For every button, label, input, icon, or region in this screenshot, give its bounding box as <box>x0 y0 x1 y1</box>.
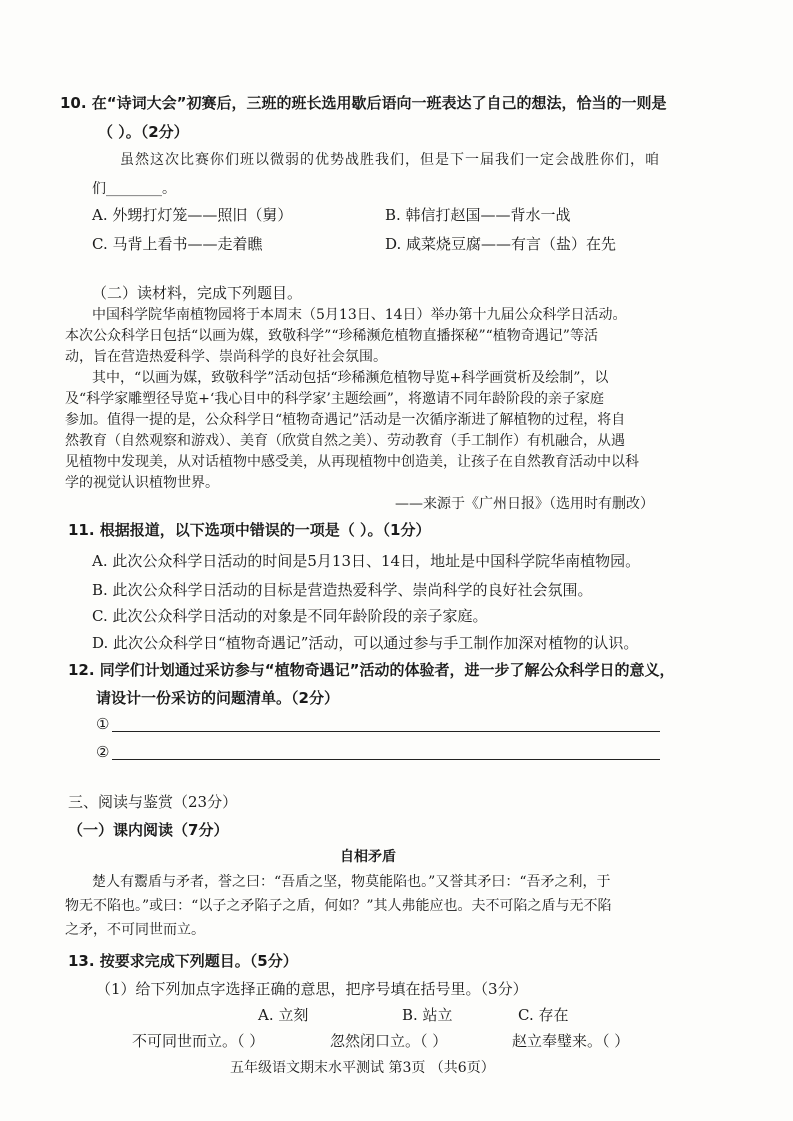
q10-passage-line2: 们________。 <box>92 181 176 197</box>
section2-line: 及“科学家雕塑径导览+‘我心目中的科学家’主题绘画”，将邀请不同年龄阶段的亲子家庭 <box>65 391 604 407</box>
q13-item-1: 不可同世而立。（ ） <box>132 1032 265 1050</box>
q13-choice-b: B. 站立 <box>402 1006 453 1024</box>
q12-blank-marker-1: ① <box>96 715 110 733</box>
q10-option-d: D. 咸菜烧豆腐——有言（盐）在先 <box>385 235 617 253</box>
passage-line: 之矛，不可同世而立。 <box>65 922 205 938</box>
passage-line: 物无不陷也。”或曰：“以子之矛陷子之盾，何如？”其人弗能应也。夫不可陷之盾与无不陷 <box>65 898 612 914</box>
q10-passage-line1: 虽然这次比赛你们班以微弱的优势战胜我们，但是下一届我们一定会战胜你们，咱 <box>120 152 660 168</box>
q12-answer-line-1[interactable] <box>112 731 660 732</box>
section2-line: 其中，“以画为媒，致敬科学”活动包括“珍稀濒危植物导览+科学画赏析及绘制”，以 <box>92 370 609 386</box>
section2-line: 然教育（自然观察和游戏）、美育（欣赏自然之美）、劳动教育（手工制作）有机融合，从遇 <box>65 433 625 449</box>
q12-blank-marker-2: ② <box>96 743 110 761</box>
page-footer: 五年级语文期末水平测试 第3页 （共6页） <box>230 1060 495 1076</box>
q13-item-3: 赵立奉璧来。（ ） <box>512 1032 630 1050</box>
q13-stem: 13. 按要求完成下列题目。（5分） <box>68 952 298 970</box>
q12-stem-line2: 请设计一份采访的问题清单。（2分） <box>96 689 339 707</box>
q11-option-d: D. 此次公众科学日“植物奇遇记”活动，可以通过参与手工制作加深对植物的认识。 <box>92 634 639 652</box>
section2-line: 参加。值得一提的是，公众科学日“植物奇遇记”活动是一次循序渐进了解植物的过程，将自 <box>65 412 626 428</box>
q10-stem-answer-blank: （ ）。（2分） <box>98 123 189 141</box>
q11-option-a: A. 此次公众科学日活动的时间是5月13日、14日，地址是中国科学院华南植物园。 <box>92 552 641 570</box>
q13-choice-c: C. 存在 <box>518 1006 569 1024</box>
section2-line: 中国科学院华南植物园将于本周末（5月13日、14日）举办第十九届公众科学日活动。 <box>92 307 627 323</box>
section2-line: 学的视觉认识植物世界。 <box>65 475 219 491</box>
q12-answer-line-2[interactable] <box>112 759 660 760</box>
section2-heading: （二）读材料，完成下列题目。 <box>92 284 303 302</box>
q10-option-c: C. 马背上看书——走着瞧 <box>92 235 263 253</box>
q13-choice-a: A. 立刻 <box>258 1006 309 1024</box>
q10-option-a: A. 外甥打灯笼——照旧（舅） <box>92 206 293 224</box>
passage-line: 楚人有鬻盾与矛者，誉之曰：“吾盾之坚，物莫能陷也。”又誉其矛曰：“吾矛之利，于 <box>92 874 611 890</box>
passage-title: 自相矛盾 <box>340 849 396 865</box>
section2-line: 动，旨在营造热爱科学、崇尚科学的良好社会氛围。 <box>65 349 387 365</box>
q11-stem: 11. 根据报道，以下选项中错误的一项是（ ）。（1分） <box>68 521 431 539</box>
q13-item-2: 忽然闭口立。（ ） <box>330 1032 448 1050</box>
q11-option-c: C. 此次公众科学日活动的对象是不同年龄阶段的亲子家庭。 <box>92 607 488 625</box>
q12-stem-line1: 12. 同学们计划通过采访参与“植物奇遇记”活动的体验者，进一步了解公众科学日的意义， <box>68 661 675 679</box>
section3-subheading: （一）课内阅读（7分） <box>68 821 229 839</box>
q13-sub1: （1）给下列加点字选择正确的意思，把序号填在括号里。（3分） <box>96 980 528 998</box>
q10-option-b: B. 韩信打赵国——背水一战 <box>385 206 571 224</box>
q10-stem: 10. 在“诗词大会”初赛后，三班的班长选用歇后语向一班表达了自己的想法，恰当的一则是 <box>60 94 667 112</box>
section2-source: ——来源于《广州日报》（选用时有删改） <box>395 496 654 512</box>
section2-line: 见植物中发现美，从对话植物中感受美，从再现植物中创造美，让孩子在自然教育活动中以科 <box>65 454 639 470</box>
section3-heading: 三、阅读与鉴赏（23分） <box>68 793 238 811</box>
q11-option-b: B. 此次公众科学日活动的目标是营造热爱科学、崇尚科学的良好社会氛围。 <box>92 581 593 599</box>
section2-line: 本次公众科学日包括“以画为媒，致敬科学”“珍稀濒危植物直播探秘”“植物奇遇记”等活 <box>65 328 598 344</box>
